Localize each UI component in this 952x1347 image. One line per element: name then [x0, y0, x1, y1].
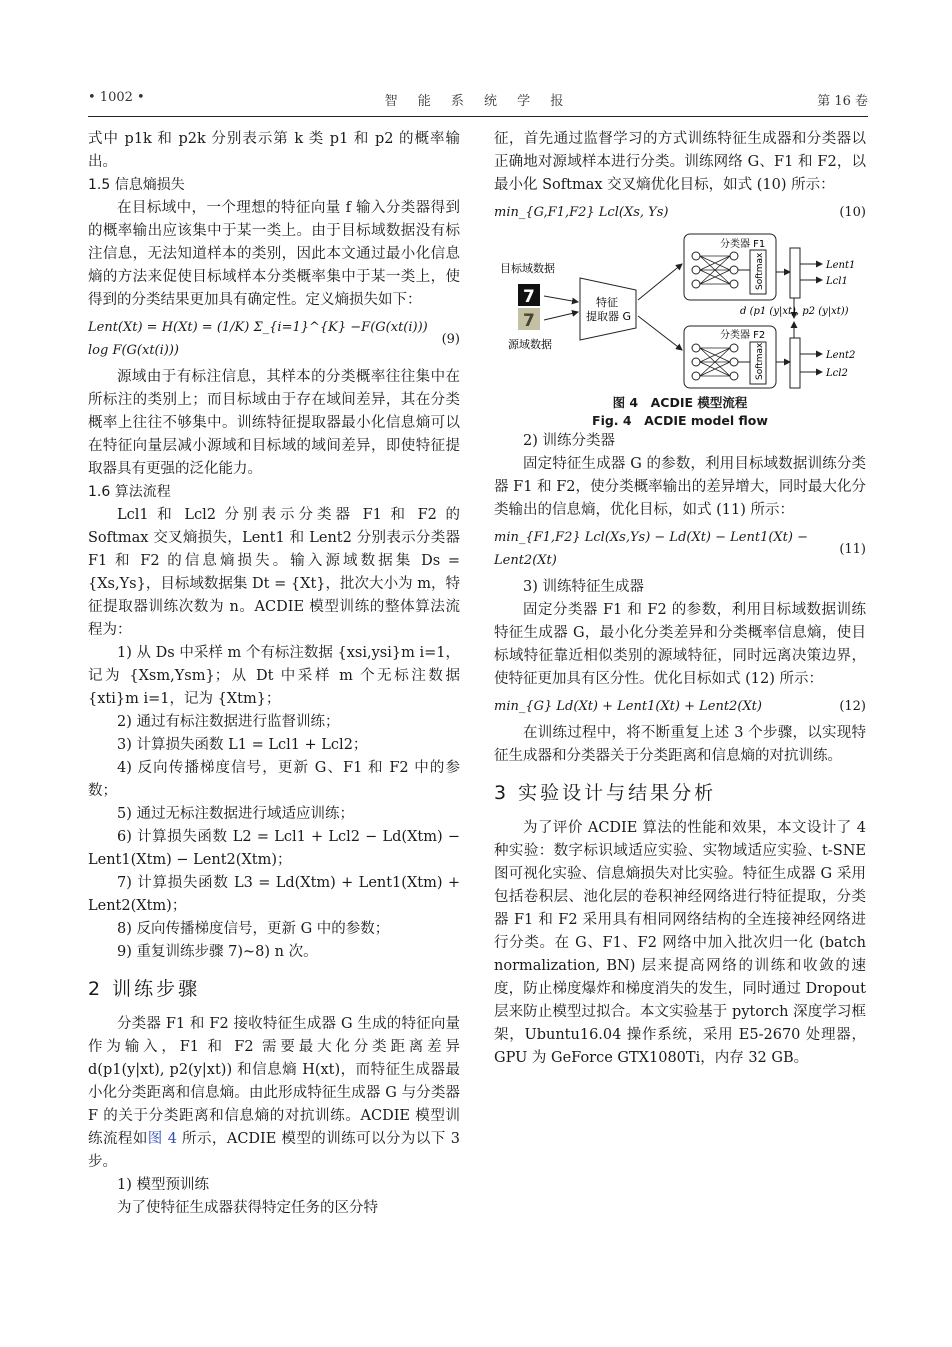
paragraph: 征，首先通过监督学习的方式训练特征生成器和分类器以正确地对源域样本进行分类。训练网络 G、F1 和 F2，以最小化 Softmax 交叉熵优化目标，如式 (10) 所示： [494, 131, 866, 193]
classifier-f2-label: 分类器 F2 [720, 330, 766, 341]
figure-caption-en: Fig. 4 ACDIE model flow [592, 413, 768, 428]
lent2-label: Lent2 [826, 350, 856, 361]
arrow [638, 316, 682, 350]
paragraph: 固定特征生成器 G 的参数，利用目标域数据训练分类器 F1 和 F2，使分类概率输出的差异增大，同时最大化分类输出的信息熵，优化目标，如式 (11) 所示： [494, 456, 866, 518]
extractor-label-line2: 提取器 G [586, 310, 632, 323]
header-rule [88, 116, 868, 117]
paragraph: 在目标域中，一个理想的特征向量 f 输入分类器得到的概率输出应该集中于某一类上。由于目标域数据没有标注信息，无法知道样本的类别，因此本文通过最小化信息熵的方法来促使目标域样本分类概率集中于某一类上，使得到的分类结果更加具有确定性。定义熵损失如下： [88, 200, 460, 308]
equation-number: (10) [839, 205, 866, 220]
algorithm-step: 1) 从 Ds 中采样 m 个有标注数据 {xsi,ysi}m i=1，记为 {Xsm,Ysm}；从 Dt 中采样 m 个无标注数据 {xti}m i=1，记为 {Xtm}； [88, 645, 460, 707]
arrow [638, 264, 682, 300]
step-heading: 2) 训练分类器 [523, 433, 615, 449]
algorithm-step: 8) 反向传播梯度信号，更新 G 中的参数； [117, 921, 390, 937]
equation-body: min_{G} Ld(Xt) + Lent1(Xt) + Lent2(Xt) [494, 699, 762, 714]
paragraph-text: 分类器 F1 和 F2 接收特征生成器 G 生成的特征向量作为输入，F1 和 F2 需要最大化分类距离差异 d(p1(y|xt), p2(y|xt)) 和信息熵 H(xt)，而特征生成器最小化分类距离和信息熵。由此形成特征生成器 G 与分类器 F 的关于分类距离和信息熵的对抗训练。ACDIE 模型训练流程如 [88, 1016, 460, 1147]
paragraph [88, 1013, 460, 1174]
classifier-f2 [684, 326, 776, 388]
paragraph: 式中 p1k 和 p2k 分别表示第 k 类 p1 和 p2 的概率输出。 [88, 131, 460, 170]
paragraph: 为了使特征生成器获得特定任务的区分特 [117, 1200, 378, 1216]
running-header [88, 90, 868, 112]
lcl2-label: Lcl2 [826, 368, 848, 379]
arrow [544, 312, 578, 320]
equation-12 [494, 695, 866, 718]
right-column [494, 128, 866, 1070]
paragraph: 固定分类器 F1 和 F2 的参数，利用目标域数据训练特征生成器 G，最小化分类差异和分类概率信息熵，使目标域特征靠近相似类别的源域特征，同时远离决策边界，使特征更加具有区分性。优化目标如式 (12) 所示： [494, 602, 866, 687]
section-heading-3: 3 实验设计与结果分析 [494, 782, 717, 804]
page-number: • 1002 • [88, 90, 145, 105]
equation-body: Lent(Xt) = H(Xt) = (1/K) Σ_{i=1}^{K} −F(G(xt(i))) log F(G(xt(i))) [88, 320, 428, 358]
output-vector-1 [790, 248, 800, 298]
algorithm-step: 6) 计算损失函数 L2 = Lcl1 + Lcl2 − Ld(Xtm) − Lent1(Xtm) − Lent2(Xtm)； [88, 829, 460, 868]
equation-9 [88, 316, 460, 362]
equation-body: min_{F1,F2} Lcl(Xs,Ys) − Ld(Xt) − Lent1(Xt) − Lent2(Xt) [494, 530, 809, 568]
equation-10 [494, 201, 866, 224]
algorithm-step: 5) 通过无标注数据进行域适应训练； [117, 806, 354, 822]
paragraph: 源域由于有标注信息，其样本的分类概率往往集中在所标注的类别上；而目标域由于存在域间差异，其在分类概率上往往不够集中。训练特征提取器最小化信息熵可以在特征向量层减小源域和目标域的域间差异，即使特征提取器具有更强的泛化能力。 [88, 369, 460, 477]
section-heading-1-6: 1.6 算法流程 [88, 484, 171, 500]
section-heading-2: 2 训练步骤 [88, 978, 201, 1000]
algorithm-step: 9) 重复训练步骤 7)~8) n 次。 [117, 944, 318, 960]
paragraph: Lcl1 和 Lcl2 分别表示分类器 F1 和 F2 的 Softmax 交叉熵损失，Lent1 和 Lent2 分别表示分类器 F1 和 F2 的信息熵损失。输入源域数据集 Ds = {Xs,Ys}，目标域数据集 Dt = {Xt}，批次大小为 m，特征提取器训练次数为 n。ACDIE 模型训练的整体算法流程为： [88, 507, 460, 638]
softmax-label: Softmax [755, 342, 765, 380]
figure-4-diagram [494, 230, 866, 390]
extractor-label-line1: 特征 [596, 296, 618, 309]
algorithm-step: 4) 反向传播梯度信号，更新 G、F1 和 F2 中的参数； [88, 760, 460, 799]
source-domain-label: 源域数据 [508, 338, 552, 351]
feature-extractor-block [580, 278, 636, 340]
acdie-flow-diagram [494, 230, 866, 390]
figure-4-link[interactable]: 图 4 [147, 1131, 177, 1147]
source-digit: 7 [523, 311, 535, 331]
classifier-f1 [684, 234, 776, 300]
journal-name: 智 能 系 统 学 报 [384, 94, 572, 109]
lcl1-label: Lcl1 [826, 276, 848, 287]
paragraph: 为了评价 ACDIE 算法的性能和效果，本文设计了 4 种实验：数字标识域适应实验、实物域适应实验、t-SNE 图可视化实验、信息熵损失对比实验。特征生成器 G 采用包括卷积层、池化层的卷积神经网络进行特征提取，分类器 F1 和 F2 采用具有相同网络结构的全连接神经网络进行分类。在 G、F1、F2 网络中加入批次归一化 (batch normalization, BN) 层来提高网络的训练和收敛的速度，防止梯度爆炸和梯度消失的发生，同时通过 Dropout 层来防止模型过拟合。本文实验基于 pytorch 深度学习框架，Ubuntu16.04 操作系统，采用 E5-2670 处理器，GPU 为 GeForce GTX1080Ti，内存 32 GB。 [494, 820, 866, 1066]
left-column [88, 128, 460, 1220]
equation-number: (11) [839, 541, 866, 557]
step-heading: 3) 训练特征生成器 [523, 579, 644, 595]
algorithm-step: 7) 计算损失函数 L3 = Ld(Xtm) + Lent1(Xtm) + Lent2(Xtm)； [88, 875, 460, 914]
equation-body: min_{G,F1,F2} Lcl(Xs, Ys) [494, 205, 669, 220]
target-domain-label: 目标域数据 [500, 262, 555, 275]
paragraph-text: 所示，ACDIE 模型的训练可以分为以下 3 步。 [88, 1131, 461, 1170]
softmax-label: Softmax [755, 252, 765, 290]
classifier-f1-label: 分类器 F1 [720, 239, 766, 250]
figure-caption-cn: 图 4 ACDIE 模型流程 [612, 395, 748, 410]
lent1-label: Lent1 [826, 260, 856, 271]
volume-number: 第 16 卷 [817, 94, 868, 109]
arrow [544, 296, 578, 302]
equation-11 [494, 526, 866, 572]
target-digit: 7 [523, 287, 535, 307]
step-heading: 1) 模型预训练 [117, 1177, 209, 1193]
equation-number: (12) [839, 699, 866, 714]
section-heading-1-5: 1.5 信息熵损失 [88, 177, 185, 193]
algorithm-step: 3) 计算损失函数 L1 = Lcl1 + Lcl2； [117, 737, 368, 753]
paragraph: 在训练过程中，将不断重复上述 3 个步骤，以实现特征生成器和分类器关于分类距离和信息熵的对抗训练。 [494, 725, 866, 764]
equation-number: (9) [441, 331, 460, 347]
distance-label: d (p1 (y|xt), p2 (y|xt)) [740, 306, 849, 317]
output-vector-2 [790, 338, 800, 388]
algorithm-step: 2) 通过有标注数据进行监督训练； [117, 714, 340, 730]
